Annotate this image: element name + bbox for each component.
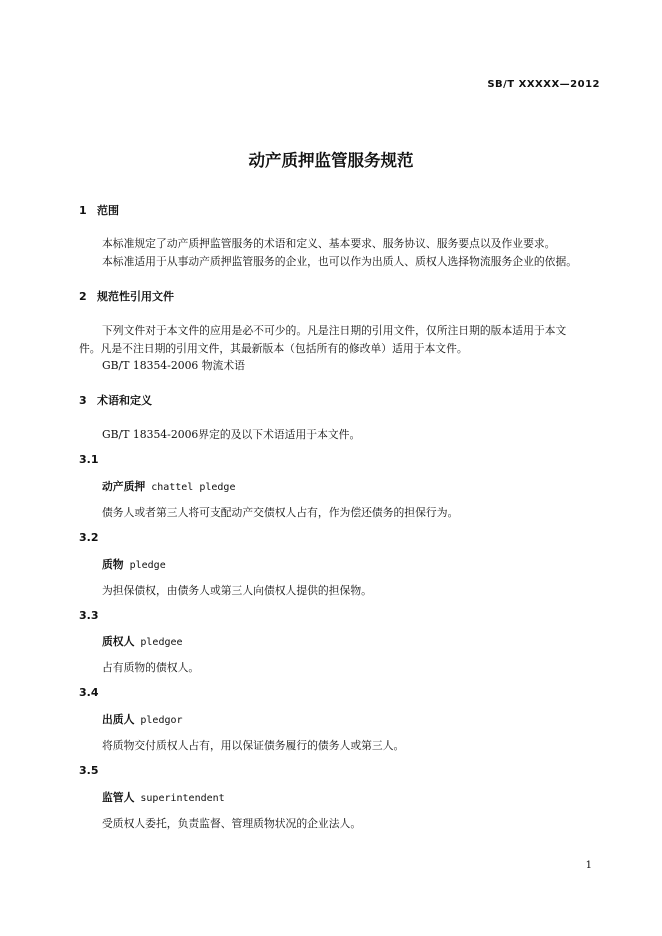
term-chinese: 出质人: [102, 713, 135, 726]
section-2-paragraph-line-2: 件。凡是不注日期的引用文件，其最新版本（包括所有的修改单）适用于本文件。: [79, 342, 468, 355]
section-1-paragraph-1: 本标准规定了动产质押监管服务的术语和定义、基本要求、服务协议、服务要点以及作业要求。: [102, 237, 556, 250]
term-entry: [102, 479, 235, 494]
term-english: pledge: [129, 560, 166, 571]
standard-code: SB/T XXXXX—2012: [487, 79, 600, 90]
term-chinese: 监管人: [102, 791, 135, 804]
term-definition: 受质权人委托，负责监督、管理质物状况的企业法人。: [102, 817, 362, 830]
term-entry: [102, 557, 166, 572]
term-english: chattel pledge: [151, 482, 236, 493]
term-number: 3.3: [79, 609, 99, 622]
term-english: pledgor: [140, 715, 183, 726]
term-english: superintendent: [140, 793, 225, 804]
term-entry: [102, 790, 225, 805]
section-3-paragraph-1: GB/T 18354-2006界定的及以下术语适用于本文件。: [102, 428, 361, 441]
term-chinese: 动产质押: [102, 480, 146, 493]
section-title: 规范性引用文件: [97, 290, 174, 303]
section-title: 术语和定义: [97, 394, 152, 407]
section-number: 2: [79, 290, 87, 303]
term-definition: 为担保债权，由债务人或第三人向债权人提供的担保物。: [102, 584, 372, 597]
section-2-paragraph-line-1: 下列文件对于本文件的应用是必不可少的。凡是注日期的引用文件，仅所注日期的版本适用于本文: [102, 324, 567, 337]
section-1-paragraph-2: 本标准适用于从事动产质押监管服务的企业，也可以作为出质人、质权人选择物流服务企业的依据。: [102, 255, 578, 268]
page-number: 1: [585, 860, 592, 871]
term-english: pledgee: [140, 637, 183, 648]
section-3-heading: [79, 392, 152, 408]
term-entry: [102, 712, 183, 727]
section-number: 3: [79, 394, 87, 407]
term-definition: 债务人或者第三人将可支配动产交债权人占有，作为偿还债务的担保行为。: [102, 506, 459, 519]
section-2-heading: [79, 288, 174, 304]
term-number: 3.5: [79, 764, 99, 777]
reference-gbt-18354: GB/T 18354-2006 物流术语: [102, 359, 245, 372]
term-definition: 将质物交付质权人占有，用以保证债务履行的债务人或第三人。: [102, 739, 405, 752]
term-chinese: 质权人: [102, 635, 135, 648]
term-definition: 占有质物的债权人。: [102, 661, 200, 674]
term-number: 3.1: [79, 453, 99, 466]
section-title: 范围: [97, 204, 119, 217]
section-number: 1: [79, 204, 87, 217]
section-1-heading: [79, 202, 119, 218]
document-title: 动产质押监管服务规范: [248, 151, 414, 170]
term-number: 3.2: [79, 531, 99, 544]
term-entry: [102, 634, 183, 649]
term-number: 3.4: [79, 686, 99, 699]
term-chinese: 质物: [102, 558, 124, 571]
